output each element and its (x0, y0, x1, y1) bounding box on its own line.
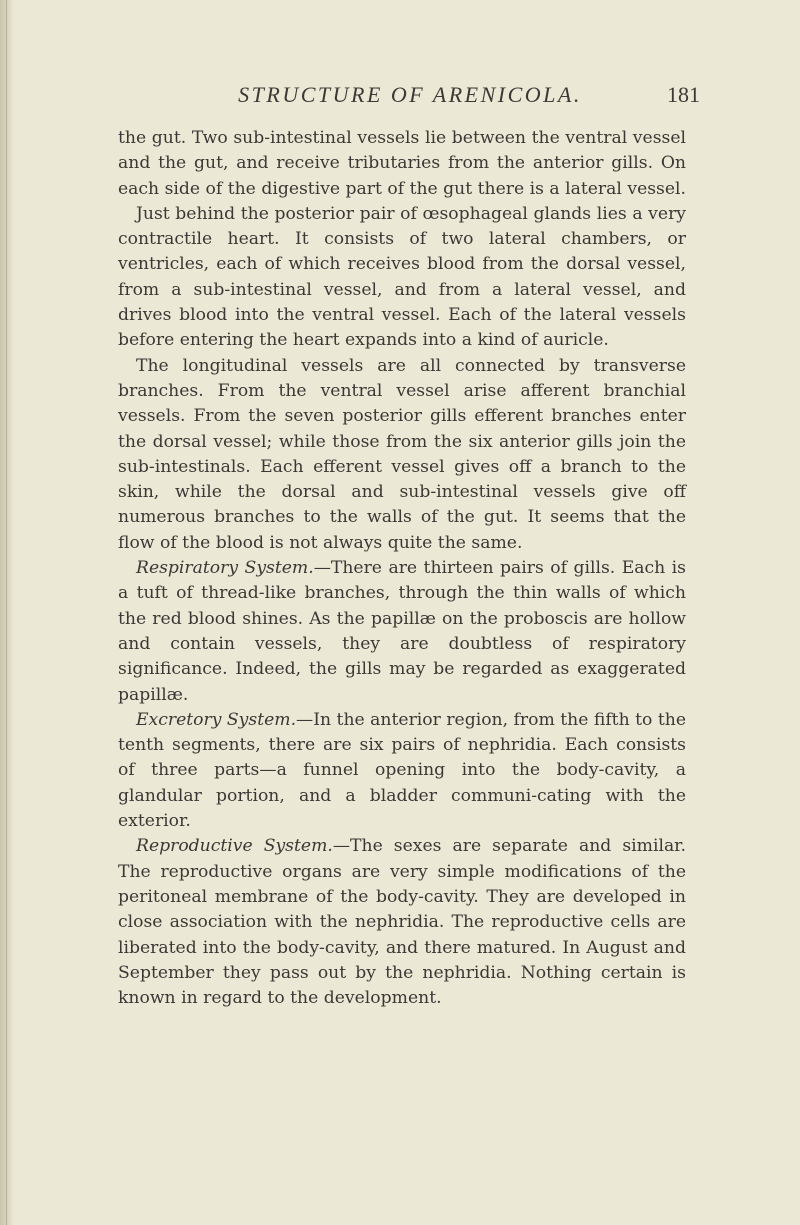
paragraph-respiratory (118, 556, 686, 708)
paragraph-text: —The sexes are separate and similar. The reproductive organs are very simple modifications of the peritoneal membrane of the body-cavity. They are developed in close association with the nephridia. The reproductive cells are liberated into the body-cavity, and there matured. In August and September they pass out by the nephridia. Nothing certain is known in regard to the development. (118, 836, 686, 1009)
paragraph-excretory (118, 708, 686, 834)
paragraph-heart (118, 202, 686, 354)
paragraph-text: —There are thirteen pairs of gills. Each is a tuft of thread-like branches, through the thin walls of which the red blood shines. As the papillæ on the proboscis are hollow and contain vessels, they are doubtless of respiratory significance. Indeed, the gills may be regarded as exaggerated papillæ. (118, 558, 687, 705)
paragraph-text: Just behind the posterior pair of œsophageal glands lies a very contractile heart. It consists of two lateral chambers, or ventricles, each of which receives blood from the dorsal vessel, from a sub-intestinal vessel, and from a lateral vessel, and drives blood into the ventral vessel. Each of the lateral vessels before entering the heart expands into a kind of auricle. (118, 203, 686, 351)
section-heading-excretory: Excretory System. (136, 709, 297, 730)
section-heading-respiratory: Respiratory System. (136, 558, 314, 579)
section-heading-reproductive: Reproductive System. (136, 836, 333, 857)
paragraph-text: The longitudinal vessels are all connected by transverse branches. From the ventral vessel arise afferent branchial vessels. From the seven posterior gills efferent branches enter the dorsal vessel; while those from the six anterior gills join the sub-intestinals. Each efferent vessel gives off a branch to the skin, while the dorsal and sub-intestinal vessels give off numerous branches to the walls of the gut. It seems that the flow of the blood is not always quite the same. (118, 355, 686, 553)
paragraph-text: —In the anterior region, from the fifth to the tenth segments, there are six pairs of nephridia. Each consists of three parts—a funnel opening into the body-cavity, a glandular portion, and a bladder communi-cating with the exterior. (118, 709, 686, 832)
binding-edge (6, 0, 7, 1225)
body-text (118, 126, 686, 1011)
paragraph-continuation (118, 126, 686, 202)
page-number: 181 (667, 82, 700, 107)
running-head (120, 78, 700, 114)
running-title: STRUCTURE OF ARENICOLA. (238, 82, 582, 107)
paragraph-reproductive (118, 834, 686, 1011)
paragraph-vessels (118, 354, 686, 556)
paragraph-text: the gut. Two sub-intestinal vessels lie between the ventral vessel and the gut, and receive tributaries from the anterior gills. On each side of the digestive part of the gut there is a lateral vessel. (118, 128, 687, 199)
page-gutter-shadow (0, 0, 14, 1225)
